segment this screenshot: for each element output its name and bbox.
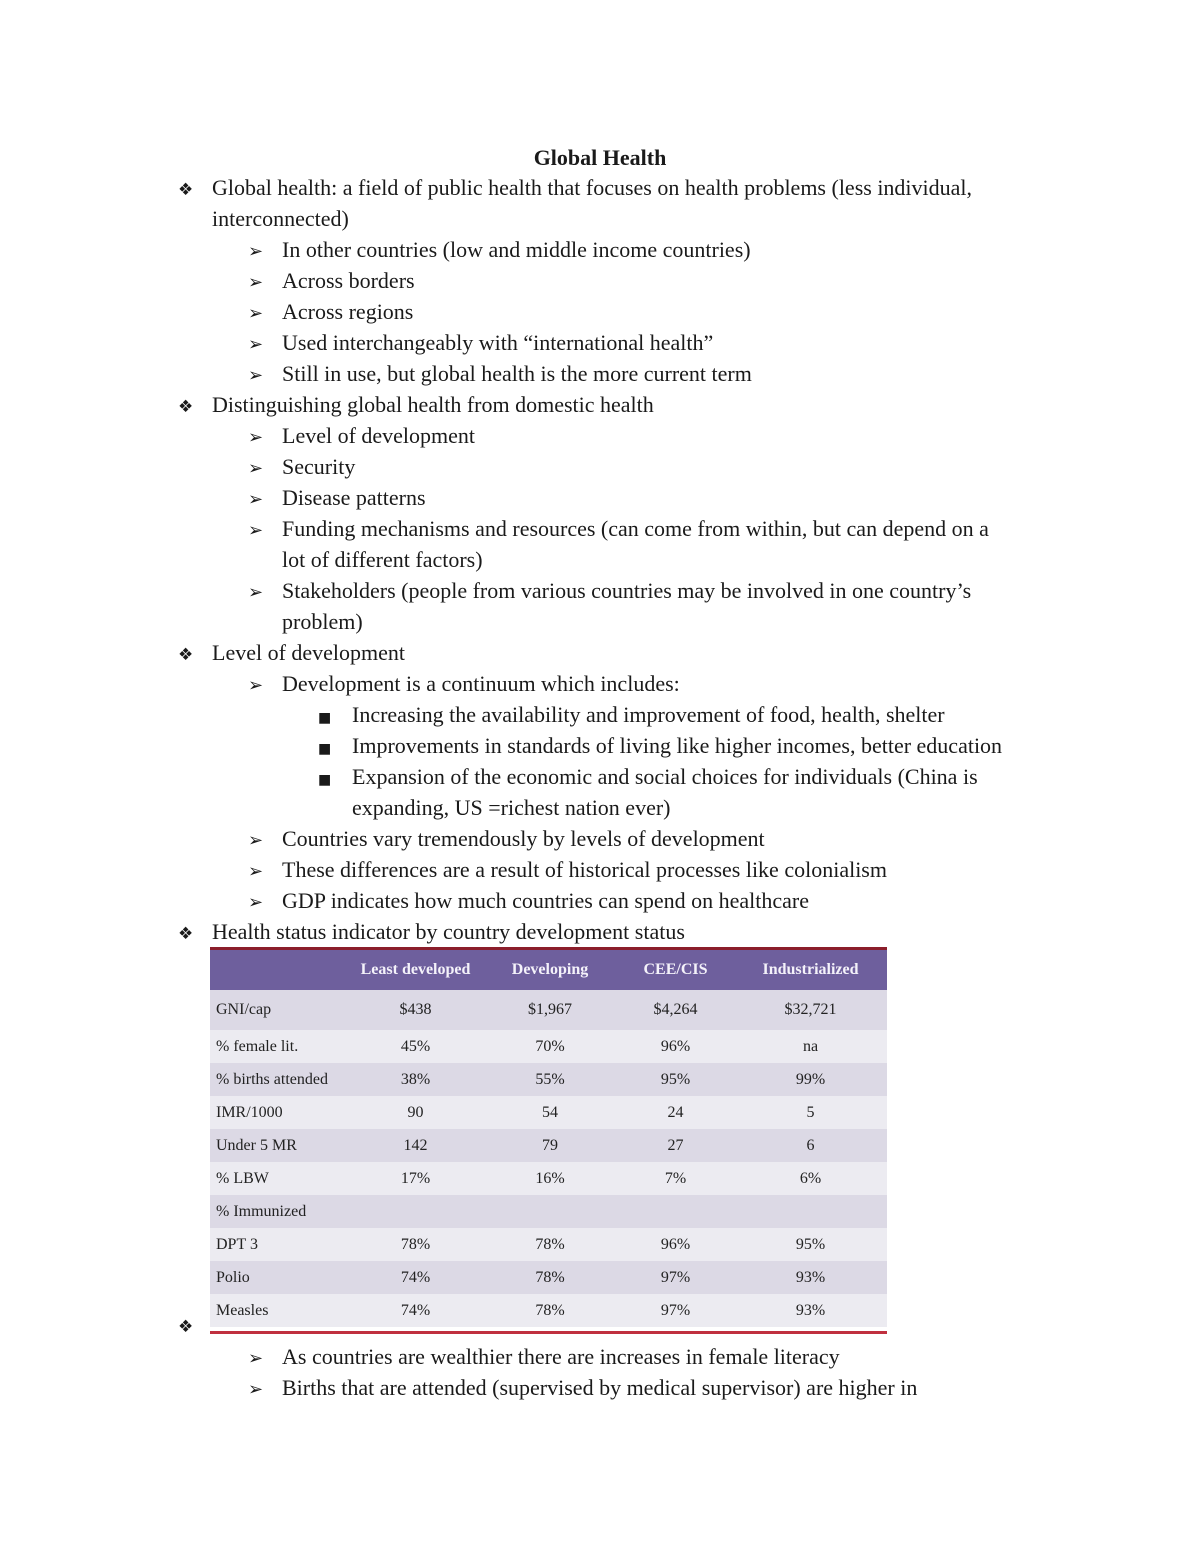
table-row bbox=[210, 1294, 887, 1327]
table-cell: $438 bbox=[348, 990, 483, 1030]
table-cell: 79 bbox=[483, 1129, 617, 1162]
table-cell: 142 bbox=[348, 1129, 483, 1162]
list-item: ➢ Stakeholders (people from various countries may be involved in one country’s bbox=[248, 575, 971, 608]
table-cell: $32,721 bbox=[734, 990, 887, 1030]
table-cell: 7% bbox=[617, 1162, 734, 1195]
table-cell: 78% bbox=[348, 1228, 483, 1261]
table-bottom-rule bbox=[210, 1331, 887, 1334]
list-item: ➢ Still in use, but global health is the more current term bbox=[248, 358, 752, 391]
arrow-bullet-icon: ➢ bbox=[248, 892, 264, 913]
table-row bbox=[210, 1195, 887, 1228]
arrow-bullet-icon: ➢ bbox=[248, 520, 264, 541]
row-label: Measles bbox=[210, 1294, 348, 1327]
empty-bullet bbox=[178, 1309, 212, 1343]
list-item-continuation: problem) bbox=[282, 609, 363, 634]
table-cell: 6 bbox=[734, 1129, 887, 1162]
arrow-bullet-icon: ➢ bbox=[248, 1348, 264, 1369]
diamond-bullet-icon: ❖ bbox=[178, 1317, 194, 1337]
row-label: % female lit. bbox=[210, 1030, 348, 1063]
arrow-bullet-icon: ➢ bbox=[248, 582, 264, 603]
table-cell: 38% bbox=[348, 1063, 483, 1096]
table-row bbox=[210, 1228, 887, 1261]
row-label: Under 5 MR bbox=[210, 1129, 348, 1162]
list-item: ➢ As countries are wealthier there are increases in female literacy bbox=[248, 1341, 840, 1374]
list-item: ➢ Across borders bbox=[248, 265, 415, 298]
table-cell: $1,967 bbox=[483, 990, 617, 1030]
table-cell: 74% bbox=[348, 1261, 483, 1294]
table-cell: 17% bbox=[348, 1162, 483, 1195]
table-cell: 97% bbox=[617, 1294, 734, 1327]
column-header: Industrialized bbox=[734, 950, 887, 990]
arrow-bullet-icon: ➢ bbox=[248, 861, 264, 882]
list-item: ➢ In other countries (low and middle income countries) bbox=[248, 234, 751, 267]
table-cell: 78% bbox=[483, 1261, 617, 1294]
indicator-table bbox=[210, 950, 887, 1327]
table-cell: na bbox=[734, 1030, 887, 1063]
diamond-bullet-icon: ❖ bbox=[178, 924, 194, 944]
arrow-bullet-icon: ➢ bbox=[248, 489, 264, 510]
row-label: GNI/cap bbox=[210, 990, 348, 1030]
table-row bbox=[210, 990, 887, 1030]
diamond-bullet-icon: ❖ bbox=[178, 645, 194, 665]
list-item: ➢ Countries vary tremendously by levels of development bbox=[248, 823, 765, 856]
column-header bbox=[210, 950, 348, 990]
column-header: Least developed bbox=[348, 950, 483, 990]
table-cell: 93% bbox=[734, 1261, 887, 1294]
table-cell: 45% bbox=[348, 1030, 483, 1063]
bullet-health-status: ❖ Health status indicator by country development status bbox=[178, 916, 685, 950]
list-item: ➢ Funding mechanisms and resources (can come from within, but can depend on a bbox=[248, 513, 989, 546]
arrow-bullet-icon: ➢ bbox=[248, 365, 264, 386]
table-row bbox=[210, 1096, 887, 1129]
table-cell: $4,264 bbox=[617, 990, 734, 1030]
bullet-global-health-definition: ❖ Global health: a field of public health that focuses on health problems (less individual, bbox=[178, 172, 972, 206]
table-cell: 74% bbox=[348, 1294, 483, 1327]
list-item: ➢ Level of development bbox=[248, 420, 475, 453]
table-cell: 93% bbox=[734, 1294, 887, 1327]
table-header-row bbox=[210, 950, 887, 990]
square-bullet-icon: ■ bbox=[318, 741, 332, 757]
arrow-bullet-icon: ➢ bbox=[248, 272, 264, 293]
bullet-level-of-development: ❖ Level of development bbox=[178, 637, 405, 671]
row-label: IMR/1000 bbox=[210, 1096, 348, 1129]
square-bullet-icon: ■ bbox=[318, 772, 332, 788]
arrow-bullet-icon: ➢ bbox=[248, 830, 264, 851]
table-cell: 70% bbox=[483, 1030, 617, 1063]
row-label: Polio bbox=[210, 1261, 348, 1294]
table-cell bbox=[348, 1195, 483, 1228]
table-cell: 95% bbox=[734, 1228, 887, 1261]
table-cell: 97% bbox=[617, 1261, 734, 1294]
list-item: ➢ Used interchangeably with “international health” bbox=[248, 327, 713, 360]
list-item: ➢ Development is a continuum which includes: bbox=[248, 668, 680, 701]
arrow-bullet-icon: ➢ bbox=[248, 427, 264, 448]
table-cell: 5 bbox=[734, 1096, 887, 1129]
table-cell: 78% bbox=[483, 1228, 617, 1261]
row-label: % Immunized bbox=[210, 1195, 348, 1228]
bullet-distinguishing: ❖ Distinguishing global health from domestic health bbox=[178, 389, 654, 423]
table-cell: 96% bbox=[617, 1030, 734, 1063]
table-cell bbox=[617, 1195, 734, 1228]
list-item: ➢ Across regions bbox=[248, 296, 413, 329]
column-header: Developing bbox=[483, 950, 617, 990]
arrow-bullet-icon: ➢ bbox=[248, 675, 264, 696]
row-label: % births attended bbox=[210, 1063, 348, 1096]
health-status-table bbox=[210, 947, 887, 1334]
arrow-bullet-icon: ➢ bbox=[248, 1379, 264, 1400]
square-bullet-icon: ■ bbox=[318, 710, 332, 726]
table-cell bbox=[483, 1195, 617, 1228]
table-cell: 16% bbox=[483, 1162, 617, 1195]
table-row bbox=[210, 1030, 887, 1063]
list-item: ➢ Births that are attended (supervised by medical supervisor) are higher in bbox=[248, 1372, 917, 1405]
table-cell: 54 bbox=[483, 1096, 617, 1129]
table-cell bbox=[734, 1195, 887, 1228]
list-item: ➢ GDP indicates how much countries can spend on healthcare bbox=[248, 885, 809, 918]
table-cell: 95% bbox=[617, 1063, 734, 1096]
table-cell: 90 bbox=[348, 1096, 483, 1129]
list-item: ➢ These differences are a result of historical processes like colonialism bbox=[248, 854, 887, 887]
row-label: % LBW bbox=[210, 1162, 348, 1195]
arrow-bullet-icon: ➢ bbox=[248, 458, 264, 479]
sub-list-item: ■ Improvements in standards of living like higher incomes, better education bbox=[318, 730, 1002, 765]
table-row bbox=[210, 1261, 887, 1294]
diamond-bullet-icon: ❖ bbox=[178, 180, 194, 200]
table-cell: 78% bbox=[483, 1294, 617, 1327]
arrow-bullet-icon: ➢ bbox=[248, 303, 264, 324]
arrow-bullet-icon: ➢ bbox=[248, 241, 264, 262]
list-item: ➢ Security bbox=[248, 451, 355, 484]
page-title: Global Health bbox=[533, 145, 667, 170]
diamond-bullet-icon: ❖ bbox=[178, 397, 194, 417]
column-header: CEE/CIS bbox=[617, 950, 734, 990]
row-label: DPT 3 bbox=[210, 1228, 348, 1261]
table-cell: 27 bbox=[617, 1129, 734, 1162]
sub-list-item: ■ Expansion of the economic and social choices for individuals (China is bbox=[318, 761, 978, 796]
table-row bbox=[210, 1063, 887, 1096]
list-item: ➢ Disease patterns bbox=[248, 482, 426, 515]
sub-list-item-continuation: expanding, US =richest nation ever) bbox=[352, 795, 671, 820]
arrow-bullet-icon: ➢ bbox=[248, 334, 264, 355]
table-cell: 96% bbox=[617, 1228, 734, 1261]
bullet-continuation: interconnected) bbox=[212, 206, 349, 231]
table-row bbox=[210, 1162, 887, 1195]
list-item-continuation: lot of different factors) bbox=[282, 547, 483, 572]
table-row bbox=[210, 1129, 887, 1162]
table-cell: 99% bbox=[734, 1063, 887, 1096]
table-cell: 55% bbox=[483, 1063, 617, 1096]
sub-list-item: ■ Increasing the availability and improvement of food, health, shelter bbox=[318, 699, 945, 734]
table-cell: 6% bbox=[734, 1162, 887, 1195]
table-cell: 24 bbox=[617, 1096, 734, 1129]
